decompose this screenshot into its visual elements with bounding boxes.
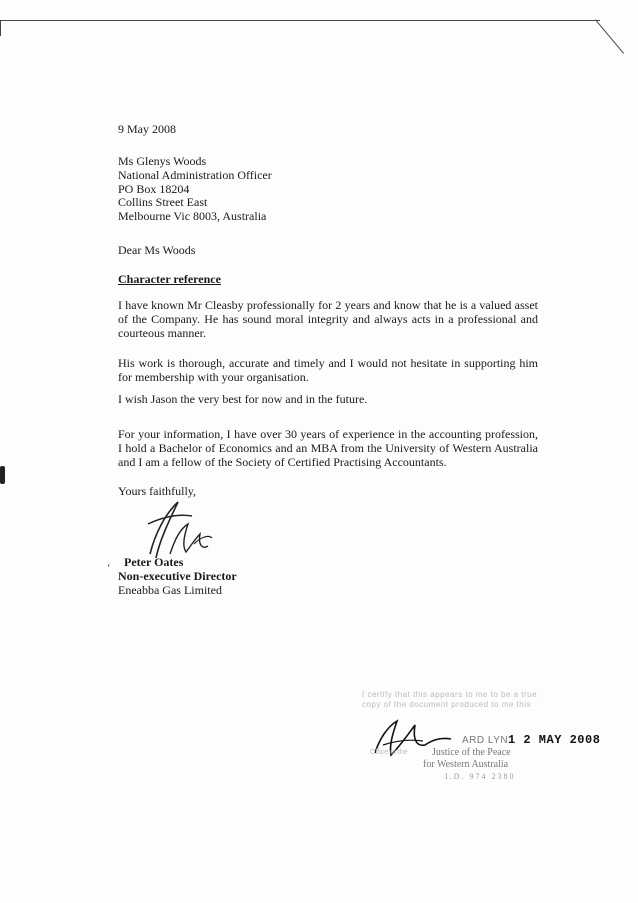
body-paragraph-2: His work is thorough, accurate and timely and I would not hesitate in supporting him for membership with your organisation.	[118, 356, 538, 384]
jp-office-faded: Office of the	[370, 749, 408, 756]
body-paragraph-4: For your information, I have over 30 years of experience in the accounting profession, I hold a Bachelor of Economics and an MBA from the University of Western Australia and I am a fellow of the Society of Certified Practising Accountants.	[118, 427, 538, 469]
jp-title-line-1: Justice of the Peace	[432, 747, 511, 758]
jp-id-number: I.D. 974 2380	[445, 772, 516, 781]
signatory-company: Eneabba Gas Limited	[118, 583, 222, 597]
body-paragraph-3: I wish Jason the very best for now and in the future.	[118, 392, 368, 406]
recipient-title: National Administration Officer	[118, 167, 272, 182]
tick-mark: ‘	[107, 563, 111, 574]
letter-date: 9 May 2008	[118, 122, 176, 136]
handwritten-signature	[120, 494, 220, 564]
recipient-address-line1: PO Box 18204	[118, 181, 190, 196]
scan-edge-corner	[595, 19, 624, 53]
certification-line-2: copy of the document produced to me this	[362, 700, 531, 709]
recipient-address-line2: Collins Street East	[118, 195, 208, 210]
certification-line-1: I certify that this appears to me to be a true	[362, 690, 538, 699]
recipient-address-line3: Melbourne Vic 8003, Australia	[118, 209, 267, 224]
body-paragraph-1: I have known Mr Cleasby professionally for 2 years and know that he is a valued asset of the Company. He has sound moral integrity and always acts in a professional and courteous manner.	[118, 298, 538, 340]
scan-mark	[0, 466, 5, 484]
recipient-address	[118, 155, 272, 224]
jp-title-line-2: for Western Australia	[423, 759, 509, 770]
closing: Yours faithfully,	[118, 484, 197, 498]
date-stamp: 1 2 MAY 2008	[508, 733, 601, 747]
scan-edge-top	[0, 20, 600, 21]
scan-edge-left	[0, 20, 1, 36]
recipient-name: Ms Glenys Woods	[118, 154, 207, 168]
signatory-title: Non-executive Director	[118, 569, 237, 583]
signatory-name: Peter Oates	[124, 555, 184, 569]
subject-heading: Character reference	[118, 272, 221, 286]
jp-name-stamp: ARD LYN	[462, 735, 509, 746]
certification-statement	[362, 690, 537, 710]
salutation: Dear Ms Woods	[118, 243, 196, 257]
